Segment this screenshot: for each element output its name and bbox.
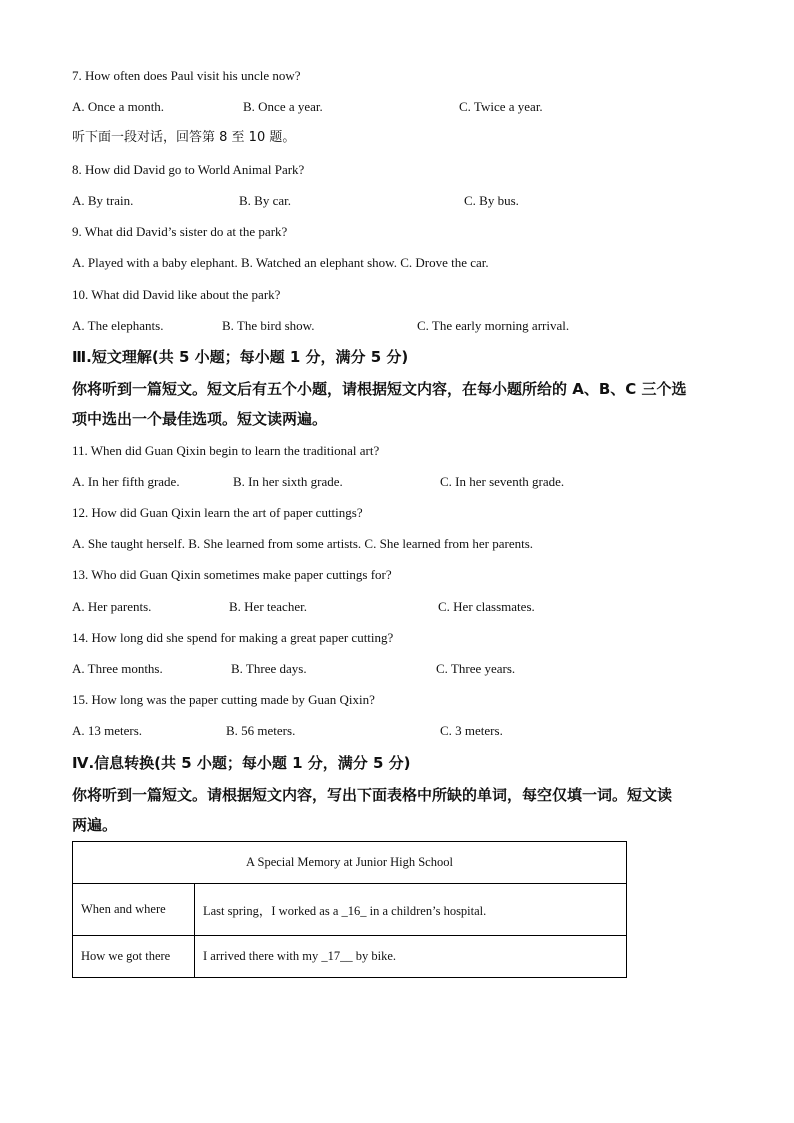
q14-option-c: C. Three years.: [436, 661, 516, 676]
q11-option-c: C. In her seventh grade.: [440, 474, 565, 489]
section-4-instruction-1: 你将听到一篇短文。请根据短文内容，写出下面表格中所缺的单词，每空仅填一词。短文读: [72, 786, 673, 804]
row-content-how-there: I arrived there with my _17__ by bike.: [195, 936, 627, 978]
question-7: 7. How often does Paul visit his uncle now?: [72, 68, 301, 83]
question-10: 10. What did David like about the park?: [72, 287, 281, 302]
q13-option-a: A. Her parents.: [72, 599, 152, 614]
q14-option-a: A. Three months.: [72, 661, 163, 676]
section-3-instruction-1: 你将听到一篇短文。短文后有五个小题，请根据短文内容，在每小题所给的 A、B、C 三个选: [72, 380, 687, 398]
section-4-instruction-2: 两遍。: [72, 816, 118, 834]
question-8: 8. How did David go to World Animal Park?: [72, 162, 305, 177]
q10-option-c: C. The early morning arrival.: [417, 318, 570, 333]
question-13: 13. Who did Guan Qixin sometimes make paper cuttings for?: [72, 567, 392, 582]
q8-option-c: C. By bus.: [464, 193, 519, 208]
q12-options: A. She taught herself. B. She learned from some artists. C. She learned from her parents.: [72, 536, 534, 551]
question-12: 12. How did Guan Qixin learn the art of paper cuttings?: [72, 505, 363, 520]
section-3-heading: Ⅲ.短文理解(共 5 小题；每小题 1 分，满分 5 分): [72, 348, 409, 366]
q11-option-b: B. In her sixth grade.: [233, 474, 343, 489]
section-4-heading: Ⅳ.信息转换(共 5 小题；每小题 1 分，满分 5 分): [72, 754, 411, 772]
row-label-how-there: How we got there: [73, 936, 195, 978]
table-title: A Special Memory at Junior High School: [73, 842, 627, 884]
question-11: 11. When did Guan Qixin begin to learn the traditional art?: [72, 443, 380, 458]
q11-option-a: A. In her fifth grade.: [72, 474, 180, 489]
row-label-when-where: When and where: [73, 884, 195, 936]
q10-option-b: B. The bird show.: [222, 318, 315, 333]
q9-options: A. Played with a baby elephant. B. Watched an elephant show. C. Drove the car.: [72, 255, 489, 270]
q8-option-a: A. By train.: [72, 193, 134, 208]
q10-option-a: A. The elephants.: [72, 318, 164, 333]
table-row: [73, 884, 627, 936]
q15-option-b: B. 56 meters.: [226, 723, 296, 738]
question-15: 15. How long was the paper cutting made by Guan Qixin?: [72, 692, 375, 707]
question-9: 9. What did David’s sister do at the park?: [72, 224, 288, 239]
row-content-when-where: Last spring，I worked as a _16_ in a children’s hospital.: [195, 884, 627, 936]
q7-option-a: A. Once a month.: [72, 99, 165, 114]
q14-option-b: B. Three days.: [231, 661, 307, 676]
q7-option-b: B. Once a year.: [243, 99, 323, 114]
q13-option-c: C. Her classmates.: [438, 599, 535, 614]
q15-option-c: C. 3 meters.: [440, 723, 503, 738]
information-table: [72, 841, 627, 978]
section-3-instruction-2: 项中选出一个最佳选项。短文读两遍。: [72, 410, 328, 428]
table-row: [73, 936, 627, 978]
q13-option-b: B. Her teacher.: [229, 599, 307, 614]
q7-option-c: C. Twice a year.: [459, 99, 543, 114]
question-14: 14. How long did she spend for making a great paper cutting?: [72, 630, 394, 645]
q8-option-b: B. By car.: [239, 193, 291, 208]
dialogue-instruction: 听下面一段对话，回答第 8 至 10 题。: [72, 130, 296, 145]
q15-option-a: A. 13 meters.: [72, 723, 143, 738]
